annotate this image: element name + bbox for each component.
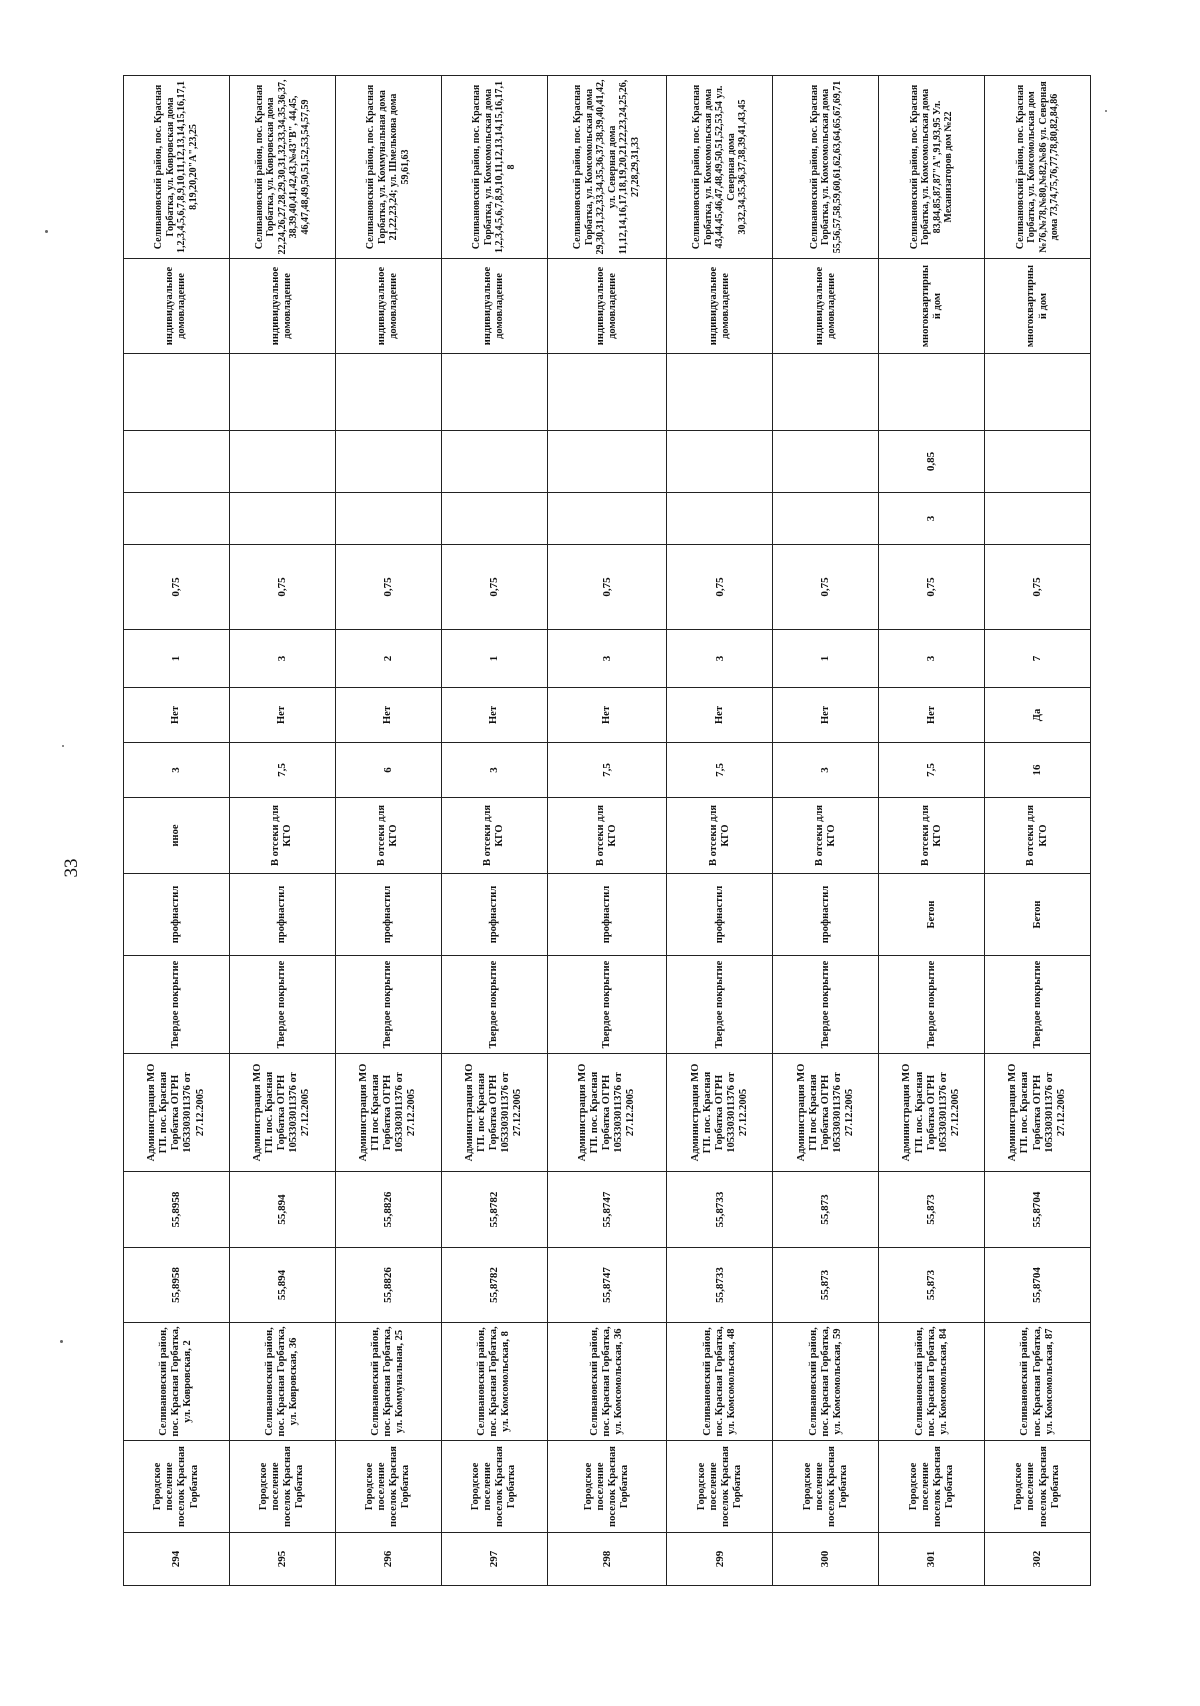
longitude-cell: 55,8704 xyxy=(985,1172,1091,1248)
table-row xyxy=(985,76,1091,1586)
container-count-cell: 1 xyxy=(773,630,879,688)
fence-material-cell: профнастил xyxy=(441,874,547,956)
canopy-cell: Да xyxy=(985,688,1091,743)
surface-cell: Твердое покрытие xyxy=(441,956,547,1054)
table-row xyxy=(124,76,230,1586)
table-row xyxy=(547,76,667,1586)
fence-material-cell: Бетон xyxy=(985,874,1091,956)
owner-cell: Администрация МО ГП пос Красная Горбатка ОГРН 1053303011376 от 27.12.2005 xyxy=(335,1054,441,1172)
latitude-cell: 55,894 xyxy=(229,1248,335,1323)
bunker-volume-cell xyxy=(335,431,441,493)
surface-cell: Твердое покрытие xyxy=(985,956,1091,1054)
bunker-count-cell xyxy=(335,493,441,545)
table-row xyxy=(229,76,335,1586)
bulky-waste-cell: В отсеки для КГО xyxy=(985,798,1091,874)
address-cell: Селивановский район, пос. Красная Горбатка, ул. Комсомольская, 84 xyxy=(879,1323,985,1441)
bulky-waste-cell: В отсеки для КГО xyxy=(229,798,335,874)
container-volume-cell: 0,75 xyxy=(667,545,773,630)
area-cell: 3 xyxy=(441,743,547,798)
owner-cell: Администрация МО ГП. пос Красная Горбатка ОГРН 1053303011376 от 27.12.2005 xyxy=(441,1054,547,1172)
container-count-cell: 1 xyxy=(124,630,230,688)
waste-source-cell: индивидуальное домовладение xyxy=(124,259,230,354)
surface-cell: Твердое покрытие xyxy=(547,956,667,1054)
extra-cell xyxy=(441,354,547,431)
fence-material-cell: профнастил xyxy=(547,874,667,956)
bunker-volume-cell xyxy=(547,431,667,493)
latitude-cell: 55,8704 xyxy=(985,1248,1091,1323)
address-cell: Селивановский район, пос. Красная Горбатка, ул. Комсомольская, 48 xyxy=(667,1323,773,1441)
served-objects-cell: Селивановский район, пос. Красная Горбатка, ул. Комсомольская дома 83,84,85,87,87"А",91,93,95 Ул. Механизаторов дом №22 xyxy=(879,76,985,259)
scan-speck xyxy=(60,1340,63,1343)
address-cell: Селивановский район, пос. Красная Горбатка, ул. Ковровская, 36 xyxy=(229,1323,335,1441)
container-volume-cell: 0,75 xyxy=(773,545,879,630)
owner-cell: Администрация МО ГП. пос. Красная Горбатка ОГРН 1053303011376 от 27.12.2005 xyxy=(547,1054,667,1172)
container-volume-cell: 0,75 xyxy=(335,545,441,630)
bulky-waste-cell: В отсеки для КГО xyxy=(441,798,547,874)
container-count-cell: 3 xyxy=(229,630,335,688)
area-cell: 7,5 xyxy=(229,743,335,798)
bulky-waste-cell: иное xyxy=(124,798,230,874)
longitude-cell: 55,873 xyxy=(879,1172,985,1248)
container-count-cell: 1 xyxy=(441,630,547,688)
bunker-count-cell xyxy=(547,493,667,545)
served-objects-cell: Селивановский район, пос. Красная Горбатка, ул. Комсомольская дом №76,№78,№80,№82,№86 ул. Северная дома 73,74,75,76,77,78,80,82,84,86 xyxy=(985,76,1091,259)
latitude-cell: 55,873 xyxy=(773,1248,879,1323)
container-count-cell: 2 xyxy=(335,630,441,688)
surface-cell: Твердое покрытие xyxy=(124,956,230,1054)
area-cell: 7,5 xyxy=(667,743,773,798)
longitude-cell: 55,873 xyxy=(773,1172,879,1248)
surface-cell: Твердое покрытие xyxy=(335,956,441,1054)
waste-source-cell: индивидуальное домовладение xyxy=(773,259,879,354)
owner-cell: Администрация МО ГП. пос. Красная Горбатка ОГРН 1053303011376 от 27.12.2005 xyxy=(879,1054,985,1172)
address-cell: Селивановский район, пос. Красная Горбатка, ул. Ковровская, 2 xyxy=(124,1323,230,1441)
surface-cell: Твердое покрытие xyxy=(879,956,985,1054)
extra-cell xyxy=(335,354,441,431)
extra-cell xyxy=(667,354,773,431)
fence-material-cell: профнастил xyxy=(335,874,441,956)
longitude-cell: 55,8747 xyxy=(547,1172,667,1248)
container-volume-cell: 0,75 xyxy=(441,545,547,630)
bulky-waste-cell: В отсеки для КГО xyxy=(547,798,667,874)
latitude-cell: 55,8782 xyxy=(441,1248,547,1323)
registry-table xyxy=(123,75,1091,1586)
container-volume-cell: 0,75 xyxy=(879,545,985,630)
longitude-cell: 55,8958 xyxy=(124,1172,230,1248)
waste-source-cell: индивидуальное домовладение xyxy=(441,259,547,354)
bulky-waste-cell: В отсеки для КГО xyxy=(335,798,441,874)
address-cell: Селивановский район, пос. Красная Горбатка, ул. Коммунальная, 25 xyxy=(335,1323,441,1441)
served-objects-cell: Селивановский район, пос. Красная Горбатка, ул. Комсомольская дома 29,30,31,32,33,34,35,36,37,38,39,40,41,42, ул. Северная дома 11,12,14,16,17,18,19,20,21,22,23,24,25,26,27,28,29,31,33 xyxy=(547,76,667,259)
settlement-cell: Городское поселение поселок Красная Горбатка xyxy=(985,1441,1091,1533)
bunker-volume-cell xyxy=(667,431,773,493)
extra-cell xyxy=(879,354,985,431)
served-objects-cell: Селивановский район, пос. Красная Горбатка, ул. Коммунальная дома 21,22,23,24; ул. Шмелькова дома 59,61,63 xyxy=(335,76,441,259)
fence-material-cell: профнастил xyxy=(229,874,335,956)
area-cell: 7,5 xyxy=(879,743,985,798)
waste-source-cell: индивидуальное домовладение xyxy=(335,259,441,354)
row-number-cell: 302 xyxy=(985,1533,1091,1586)
settlement-cell: Городское поселение поселок Красная Горбатка xyxy=(335,1441,441,1533)
area-cell: 3 xyxy=(124,743,230,798)
owner-cell: Администрация МО ГП. пос. Красная Горбатка ОГРН 1053303011376 от 27.12.2005 xyxy=(985,1054,1091,1172)
served-objects-cell: Селивановский район, пос. Красная Горбатка, ул. Комсомольская дома 55,56,57,58,59,60,61,62,63,64,65,67,69,71 xyxy=(773,76,879,259)
bunker-count-cell xyxy=(229,493,335,545)
waste-source-cell: многоквартирный дом xyxy=(985,259,1091,354)
table-row xyxy=(773,76,879,1586)
settlement-cell: Городское поселение поселок Красная Горбатка xyxy=(441,1441,547,1533)
fence-material-cell: профнастил xyxy=(667,874,773,956)
bunker-count-cell xyxy=(773,493,879,545)
page-number: 33 xyxy=(61,858,82,878)
extra-cell xyxy=(547,354,667,431)
canopy-cell: Нет xyxy=(335,688,441,743)
address-cell: Селивановский район, пос. Красная Горбатка, ул. Комсомольская, 8 xyxy=(441,1323,547,1441)
surface-cell: Твердое покрытие xyxy=(667,956,773,1054)
area-cell: 6 xyxy=(335,743,441,798)
bunker-count-cell xyxy=(124,493,230,545)
waste-source-cell: индивидуальное домовладение xyxy=(547,259,667,354)
address-cell: Селивановский район, пос. Красная Горбатка, ул. Комсомольская, 36 xyxy=(547,1323,667,1441)
table-row xyxy=(335,76,441,1586)
owner-cell: Администрация МО ГП. пос. Красная Горбатка ОГРН 1053303011376 от 27.12.2005 xyxy=(229,1054,335,1172)
latitude-cell: 55,873 xyxy=(879,1248,985,1323)
canopy-cell: Нет xyxy=(879,688,985,743)
waste-source-cell: индивидуальное домовладение xyxy=(667,259,773,354)
owner-cell: Администрация МО ГП пос Красная Горбатка ОГРН 1053303011376 от 27.12.2005 xyxy=(773,1054,879,1172)
waste-source-cell: многоквартирный дом xyxy=(879,259,985,354)
rotated-table-wrapper xyxy=(123,79,1091,1586)
served-objects-cell: Селивановский район, пос. Красная Горбатка, ул. Комсомольская дома 43,44,45,46,47,48,49,50,51,52,53,54 ул. Северная дома 30,32,34,35,36,37,38,39,41,43,45 xyxy=(667,76,773,259)
longitude-cell: 55,8826 xyxy=(335,1172,441,1248)
row-number-cell: 296 xyxy=(335,1533,441,1586)
scan-speck xyxy=(45,230,48,233)
scan-speck xyxy=(1105,110,1107,112)
table-body xyxy=(124,76,1091,1586)
area-cell: 3 xyxy=(773,743,879,798)
row-number-cell: 300 xyxy=(773,1533,879,1586)
bunker-volume-cell xyxy=(124,431,230,493)
longitude-cell: 55,894 xyxy=(229,1172,335,1248)
area-cell: 16 xyxy=(985,743,1091,798)
address-cell: Селивановский район, пос. Красная Горбатка, ул. Комсомольская, 59 xyxy=(773,1323,879,1441)
row-number-cell: 294 xyxy=(124,1533,230,1586)
bulky-waste-cell: В отсеки для КГО xyxy=(773,798,879,874)
scan-speck xyxy=(62,745,64,747)
canopy-cell: Нет xyxy=(124,688,230,743)
table-row xyxy=(441,76,547,1586)
container-count-cell: 3 xyxy=(879,630,985,688)
extra-cell xyxy=(124,354,230,431)
address-cell: Селивановский район, пос. Красная Горбатка, ул. Комсомольская, 87 xyxy=(985,1323,1091,1441)
canopy-cell: Нет xyxy=(773,688,879,743)
bulky-waste-cell: В отсеки для КГО xyxy=(667,798,773,874)
bunker-volume-cell xyxy=(229,431,335,493)
canopy-cell: Нет xyxy=(667,688,773,743)
canopy-cell: Нет xyxy=(229,688,335,743)
fence-material-cell: Бетон xyxy=(879,874,985,956)
container-count-cell: 7 xyxy=(985,630,1091,688)
served-objects-cell: Селивановский район, пос. Красная Горбатка, ул. Ковровская дома 1,2,3,4,5,6,7,8,9,10,11,12,13,14,15,16,17,18,19,20,20"А",23,25 xyxy=(124,76,230,259)
table-row xyxy=(879,76,985,1586)
extra-cell xyxy=(773,354,879,431)
row-number-cell: 299 xyxy=(667,1533,773,1586)
waste-source-cell: индивидуальное домовладение xyxy=(229,259,335,354)
settlement-cell: Городское поселение поселок Красная Горбатка xyxy=(124,1441,230,1533)
latitude-cell: 55,8747 xyxy=(547,1248,667,1323)
bunker-count-cell: 3 xyxy=(879,493,985,545)
served-objects-cell: Селивановский район, пос. Красная Горбатка, ул. Ковровская дома 22,24,26,27,28,29,30,31,32,33,34,35,36,37,38,39,40,41,42,43,№43"В", 44,45, 46,47,48,49,50,51,52,53,54,57,59 xyxy=(229,76,335,259)
bunker-volume-cell: 0,85 xyxy=(879,431,985,493)
canopy-cell: Нет xyxy=(547,688,667,743)
bunker-count-cell xyxy=(441,493,547,545)
bunker-volume-cell xyxy=(773,431,879,493)
row-number-cell: 298 xyxy=(547,1533,667,1586)
fence-material-cell: профнастил xyxy=(124,874,230,956)
container-volume-cell: 0,75 xyxy=(124,545,230,630)
settlement-cell: Городское поселение поселок Красная Горбатка xyxy=(547,1441,667,1533)
container-volume-cell: 0,75 xyxy=(547,545,667,630)
row-number-cell: 301 xyxy=(879,1533,985,1586)
bunker-volume-cell xyxy=(985,431,1091,493)
row-number-cell: 297 xyxy=(441,1533,547,1586)
container-count-cell: 3 xyxy=(667,630,773,688)
owner-cell: Администрация МО ГП. пос. Красная Горбатка ОГРН 1053303011376 от 27.12.2005 xyxy=(124,1054,230,1172)
settlement-cell: Городское поселение поселок Красная Горбатка xyxy=(879,1441,985,1533)
settlement-cell: Городское поселение поселок Красная Горбатка xyxy=(667,1441,773,1533)
settlement-cell: Городское поселение поселок Красная Горбатка xyxy=(773,1441,879,1533)
longitude-cell: 55,8733 xyxy=(667,1172,773,1248)
extra-cell xyxy=(229,354,335,431)
area-cell: 7,5 xyxy=(547,743,667,798)
extra-cell xyxy=(985,354,1091,431)
bulky-waste-cell: В отсеки для КГО xyxy=(879,798,985,874)
bunker-volume-cell xyxy=(441,431,547,493)
canopy-cell: Нет xyxy=(441,688,547,743)
latitude-cell: 55,8958 xyxy=(124,1248,230,1323)
surface-cell: Твердое покрытие xyxy=(229,956,335,1054)
surface-cell: Твердое покрытие xyxy=(773,956,879,1054)
latitude-cell: 55,8826 xyxy=(335,1248,441,1323)
container-volume-cell: 0,75 xyxy=(985,545,1091,630)
owner-cell: Администрация МО ГП. пос. Красная Горбатка ОГРН 1053303011376 от 27.12.2005 xyxy=(667,1054,773,1172)
fence-material-cell: профнастил xyxy=(773,874,879,956)
table-row xyxy=(667,76,773,1586)
container-volume-cell: 0,75 xyxy=(229,545,335,630)
served-objects-cell: Селивановский район, пос. Красная Горбатка, ул. Комсомольская дома 1,2,3,4,5,6,7,8,9,10,11,12,13,14,15,16,17,18 xyxy=(441,76,547,259)
latitude-cell: 55,8733 xyxy=(667,1248,773,1323)
bunker-count-cell xyxy=(667,493,773,545)
container-count-cell: 3 xyxy=(547,630,667,688)
bunker-count-cell xyxy=(985,493,1091,545)
longitude-cell: 55,8782 xyxy=(441,1172,547,1248)
settlement-cell: Городское поселение поселок Красная Горбатка xyxy=(229,1441,335,1533)
row-number-cell: 295 xyxy=(229,1533,335,1586)
